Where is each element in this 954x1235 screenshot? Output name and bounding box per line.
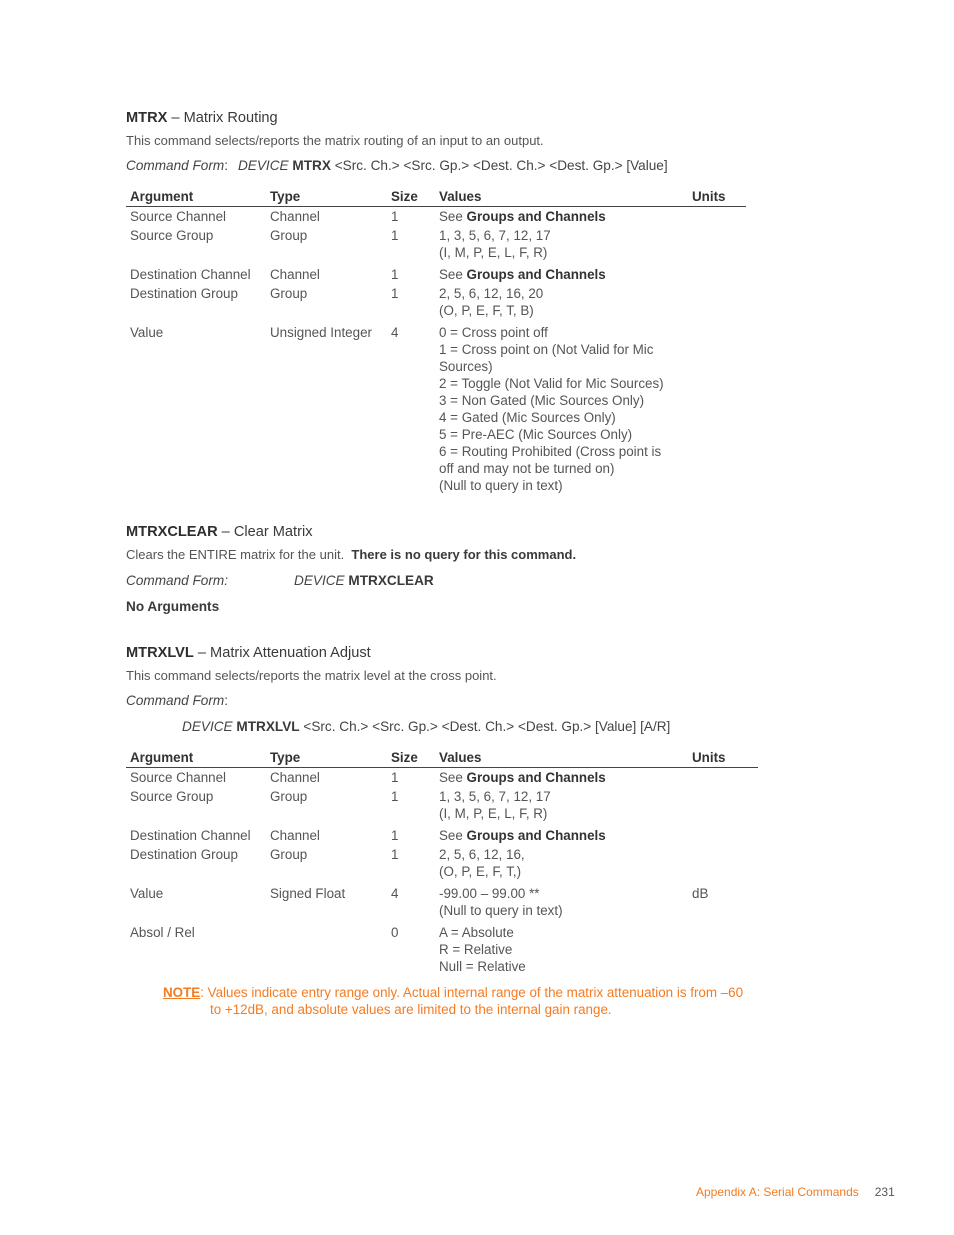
values-line: 4 = Gated (Mic Sources Only) (439, 410, 616, 425)
mtrx-command-form (126, 158, 668, 173)
values-line: 2, 5, 6, 12, 16, (439, 847, 525, 862)
header-size: Size (387, 749, 435, 768)
argument-cell: Source Group (130, 228, 214, 243)
values-text: See (439, 770, 467, 785)
argument-cell: Destination Group (130, 847, 238, 862)
page-number: 231 (874, 1185, 895, 1199)
units-cell: dB (692, 886, 709, 901)
mtrxlvl-arguments-table (126, 749, 758, 975)
units-cell (688, 264, 746, 283)
table-row (126, 207, 746, 226)
table-header-row (126, 188, 746, 207)
type-cell: Group (270, 847, 308, 862)
values-line: 3 = Non Gated (Mic Sources Only) (439, 393, 645, 408)
units-cell (688, 922, 758, 975)
mtrxclear-heading (126, 524, 313, 540)
values-line: 6 = Routing Prohibited (Cross point is (439, 444, 662, 459)
mtrx-command-name: MTRX (126, 110, 168, 126)
values-cell (435, 283, 688, 322)
values-line: (Null to query in text) (439, 903, 563, 918)
mtrxclear-title: – Clear Matrix (217, 524, 313, 540)
groups-and-channels-ref: Groups and Channels (466, 267, 606, 282)
size-cell: 4 (391, 886, 399, 901)
mtrxlvl-title: – Matrix Attenuation Adjust (193, 645, 371, 661)
mtrxclear-command-name: MTRXCLEAR (126, 524, 218, 540)
argument-cell: Source Channel (130, 209, 227, 224)
values-line: A = Absolute (439, 925, 514, 940)
mtrx-title: – Matrix Routing (167, 110, 278, 126)
values-line: 0 = Cross point off (439, 325, 548, 340)
mtrxlvl-heading (126, 645, 371, 661)
units-cell (688, 825, 758, 844)
units-cell (688, 322, 746, 494)
mtrxclear-command-form-label: Command Form: (126, 573, 228, 588)
command-keyword: MTRXLVL (236, 719, 300, 734)
command-keyword: MTRXCLEAR (348, 573, 434, 588)
values-cell (435, 825, 688, 844)
no-arguments-label: No Arguments (126, 599, 220, 614)
size-cell: 1 (391, 789, 399, 804)
header-argument: Argument (126, 749, 266, 768)
values-cell (435, 207, 688, 226)
command-args: <Src. Ch.> <Src. Gp.> <Dest. Ch.> <Dest. Gp.> [Value] [A/R] (303, 719, 671, 734)
size-cell: 1 (391, 228, 399, 243)
values-line: Sources) (439, 359, 493, 374)
type-cell: Channel (270, 770, 320, 785)
values-cell (435, 883, 688, 922)
values-line: 2 = Toggle (Not Valid for Mic Sources) (439, 376, 664, 391)
units-cell (688, 844, 758, 883)
header-values: Values (435, 749, 688, 768)
type-cell: Unsigned Integer (270, 325, 372, 340)
mtrx-description: This command selects/reports the matrix routing of an input to an output. (126, 133, 544, 148)
argument-cell: Source Group (130, 789, 214, 804)
values-line: 2, 5, 6, 12, 16, 20 (439, 286, 544, 301)
argument-cell: Absol / Rel (130, 925, 195, 940)
values-cell (435, 922, 688, 975)
units-cell (688, 225, 746, 264)
values-line: (O, P, E, F, T,) (439, 864, 522, 879)
argument-cell: Source Channel (130, 770, 227, 785)
header-values: Values (435, 188, 688, 207)
groups-and-channels-ref: Groups and Channels (466, 828, 606, 843)
table-header-row (126, 749, 758, 768)
command-keyword: MTRX (292, 158, 331, 173)
values-text: See (439, 267, 467, 282)
type-cell: Channel (270, 828, 320, 843)
argument-cell: Destination Group (130, 286, 238, 301)
values-cell (435, 844, 688, 883)
table-row (126, 283, 746, 322)
type-cell: Group (270, 228, 308, 243)
header-units: Units (688, 749, 758, 768)
mtrx-arguments-table (126, 188, 746, 494)
header-size: Size (387, 188, 435, 207)
size-cell: 1 (391, 209, 399, 224)
groups-and-channels-ref: Groups and Channels (466, 770, 606, 785)
groups-and-channels-ref: Groups and Channels (466, 209, 606, 224)
values-line: (O, P, E, F, T, B) (439, 303, 534, 318)
units-cell (688, 768, 758, 787)
size-cell: 4 (391, 325, 399, 340)
values-line: -99.00 – 99.00 ** (439, 886, 540, 901)
footer-section: Appendix A: Serial Commands (696, 1185, 859, 1199)
argument-cell: Value (130, 325, 164, 340)
table-row (126, 922, 758, 975)
type-cell: Signed Float (270, 886, 346, 901)
values-text: See (439, 828, 467, 843)
header-units: Units (688, 188, 746, 207)
values-line: (I, M, P, E, L, F, R) (439, 245, 548, 260)
note-line-1 (163, 984, 743, 1001)
table-row (126, 786, 758, 825)
table-row (126, 825, 758, 844)
command-form-label: Command Form (126, 693, 225, 708)
table-row (126, 844, 758, 883)
mtrx-heading (126, 110, 278, 126)
description-text: Clears the ENTIRE matrix for the unit. (126, 547, 345, 562)
values-cell (435, 264, 688, 283)
values-line: (Null to query in text) (439, 478, 563, 493)
values-cell (435, 322, 688, 494)
size-cell: 1 (391, 828, 399, 843)
device-keyword: DEVICE (182, 719, 233, 734)
values-line: 1 = Cross point on (Not Valid for Mic (439, 342, 654, 357)
values-line: 1, 3, 5, 6, 7, 12, 17 (439, 228, 551, 243)
table-row (126, 264, 746, 283)
values-line: 1, 3, 5, 6, 7, 12, 17 (439, 789, 551, 804)
mtrxclear-command-form (294, 573, 434, 588)
values-line: (I, M, P, E, L, F, R) (439, 806, 548, 821)
command-form-colon: : (224, 158, 228, 173)
units-cell (688, 283, 746, 322)
values-line: off and may not be turned on) (439, 461, 615, 476)
values-cell (435, 225, 688, 264)
table-row (126, 322, 746, 494)
mtrxlvl-command-form (182, 719, 670, 734)
mtrxlvl-command-form-label (126, 693, 228, 708)
header-argument: Argument (126, 188, 266, 207)
mtrxclear-description (126, 547, 576, 562)
device-keyword: DEVICE (237, 158, 289, 173)
size-cell: 1 (391, 770, 399, 785)
size-cell: 1 (391, 286, 399, 301)
header-type: Type (266, 749, 387, 768)
note-label: NOTE (163, 985, 201, 1000)
no-query-warning: There is no query for this command. (351, 547, 577, 562)
units-cell (688, 786, 758, 825)
table-row (126, 883, 758, 922)
command-form-colon: : (224, 693, 228, 708)
argument-cell: Destination Channel (130, 828, 251, 843)
header-type: Type (266, 188, 387, 207)
page-footer (696, 1185, 895, 1199)
device-keyword: DEVICE (294, 573, 345, 588)
table-row (126, 768, 758, 787)
type-cell: Group (270, 789, 308, 804)
command-args: <Src. Ch.> <Src. Gp.> <Dest. Ch.> <Dest. Gp.> [Value] (334, 158, 668, 173)
table-row (126, 225, 746, 264)
note-line-2: to +12dB, and absolute values are limited to the internal gain range. (210, 1002, 612, 1017)
size-cell: 0 (391, 925, 399, 940)
values-line: 5 = Pre-AEC (Mic Sources Only) (439, 427, 633, 442)
values-cell (435, 786, 688, 825)
values-line: R = Relative (439, 942, 513, 957)
mtrxlvl-command-name: MTRXLVL (126, 645, 194, 661)
command-form-label: Command Form (126, 158, 225, 173)
values-text: See (439, 209, 467, 224)
type-cell: Channel (270, 209, 320, 224)
argument-cell: Value (130, 886, 164, 901)
type-cell: Channel (270, 267, 320, 282)
size-cell: 1 (391, 267, 399, 282)
size-cell: 1 (391, 847, 399, 862)
mtrxlvl-description: This command selects/reports the matrix level at the cross point. (126, 668, 497, 683)
type-cell: Group (270, 286, 308, 301)
values-line: Null = Relative (439, 959, 526, 974)
type-cell (266, 922, 387, 975)
values-cell (435, 768, 688, 787)
argument-cell: Destination Channel (130, 267, 251, 282)
note-text: : Values indicate entry range only. Actual internal range of the matrix attenuation is from –60 (200, 985, 744, 1000)
units-cell (688, 207, 746, 226)
